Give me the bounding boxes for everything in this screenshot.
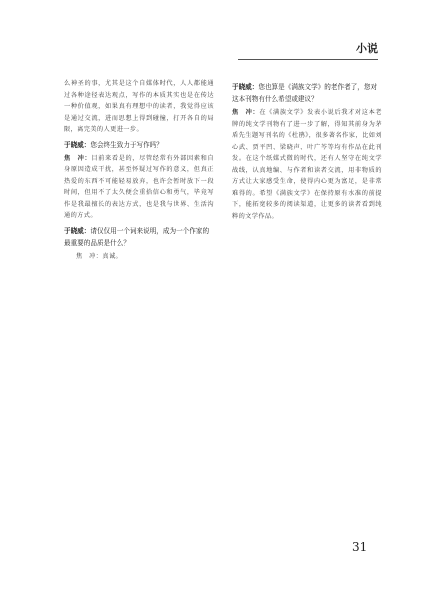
left-column	[64, 78, 214, 264]
answer: 焦 冲：目前来看是的，尽管经常有外部因素和自身原因造成干扰，甚至怀疑过写作的意义，但真正热爱的东西不可能轻易放弃，也许会暂时放下一段时间，但用不了太久便会重拾信心和勇气，毕竟写作是我最擅长的表达方式，也是我与世界、生活沟通的方式。	[64, 154, 215, 219]
header-rule	[238, 59, 378, 60]
right-column	[232, 78, 382, 224]
answer: 焦 冲：真诚。	[76, 252, 123, 260]
question: 于晓威：您会终生致力于写作吗？	[64, 140, 163, 149]
paragraph: 么神圣的事，尤其是这个自媒体时代，人人都能通过各种途径表达观点，写作的本质其实也是在传达一种价值观，如果真有理想中的读者，我觉得应该是通过交流，进而思想上得到碰撞，打开各自的局限，离完美的人更进一步。	[64, 80, 214, 133]
page-number: 31	[352, 540, 368, 554]
answer: 焦 冲：在《满族文学》发表小说后我才对这本老牌的纯文学刊物有了进一步了解，得知其前身为茅盾先生题写刊名的《杜鹃》，很多著名作家，比如刘心武、贾平凹、梁晓声、叶广芩等均有作品在此刊发。在这个纸媒式微的时代，还有人坚守在纯文学战线，认真地编、与作者和读者交流，用非物质的方式让大家感受生命，使得内心更为富足，是非常难得的。希望《满族文学》在保持原有水准的前提下，能拓宽较多的阅读渠道，让更多的读者看到纯粹的文学作品。	[232, 109, 383, 220]
question: 于晓威：您也算是《满族文学》的老作者了，您对这本刊物有什么希望或建议？	[232, 83, 378, 103]
section-label: 小说	[356, 42, 378, 55]
question: 于晓威：请仅仅用一个词来说明，成为一个作家的最重要的品质是什么？	[64, 226, 210, 247]
